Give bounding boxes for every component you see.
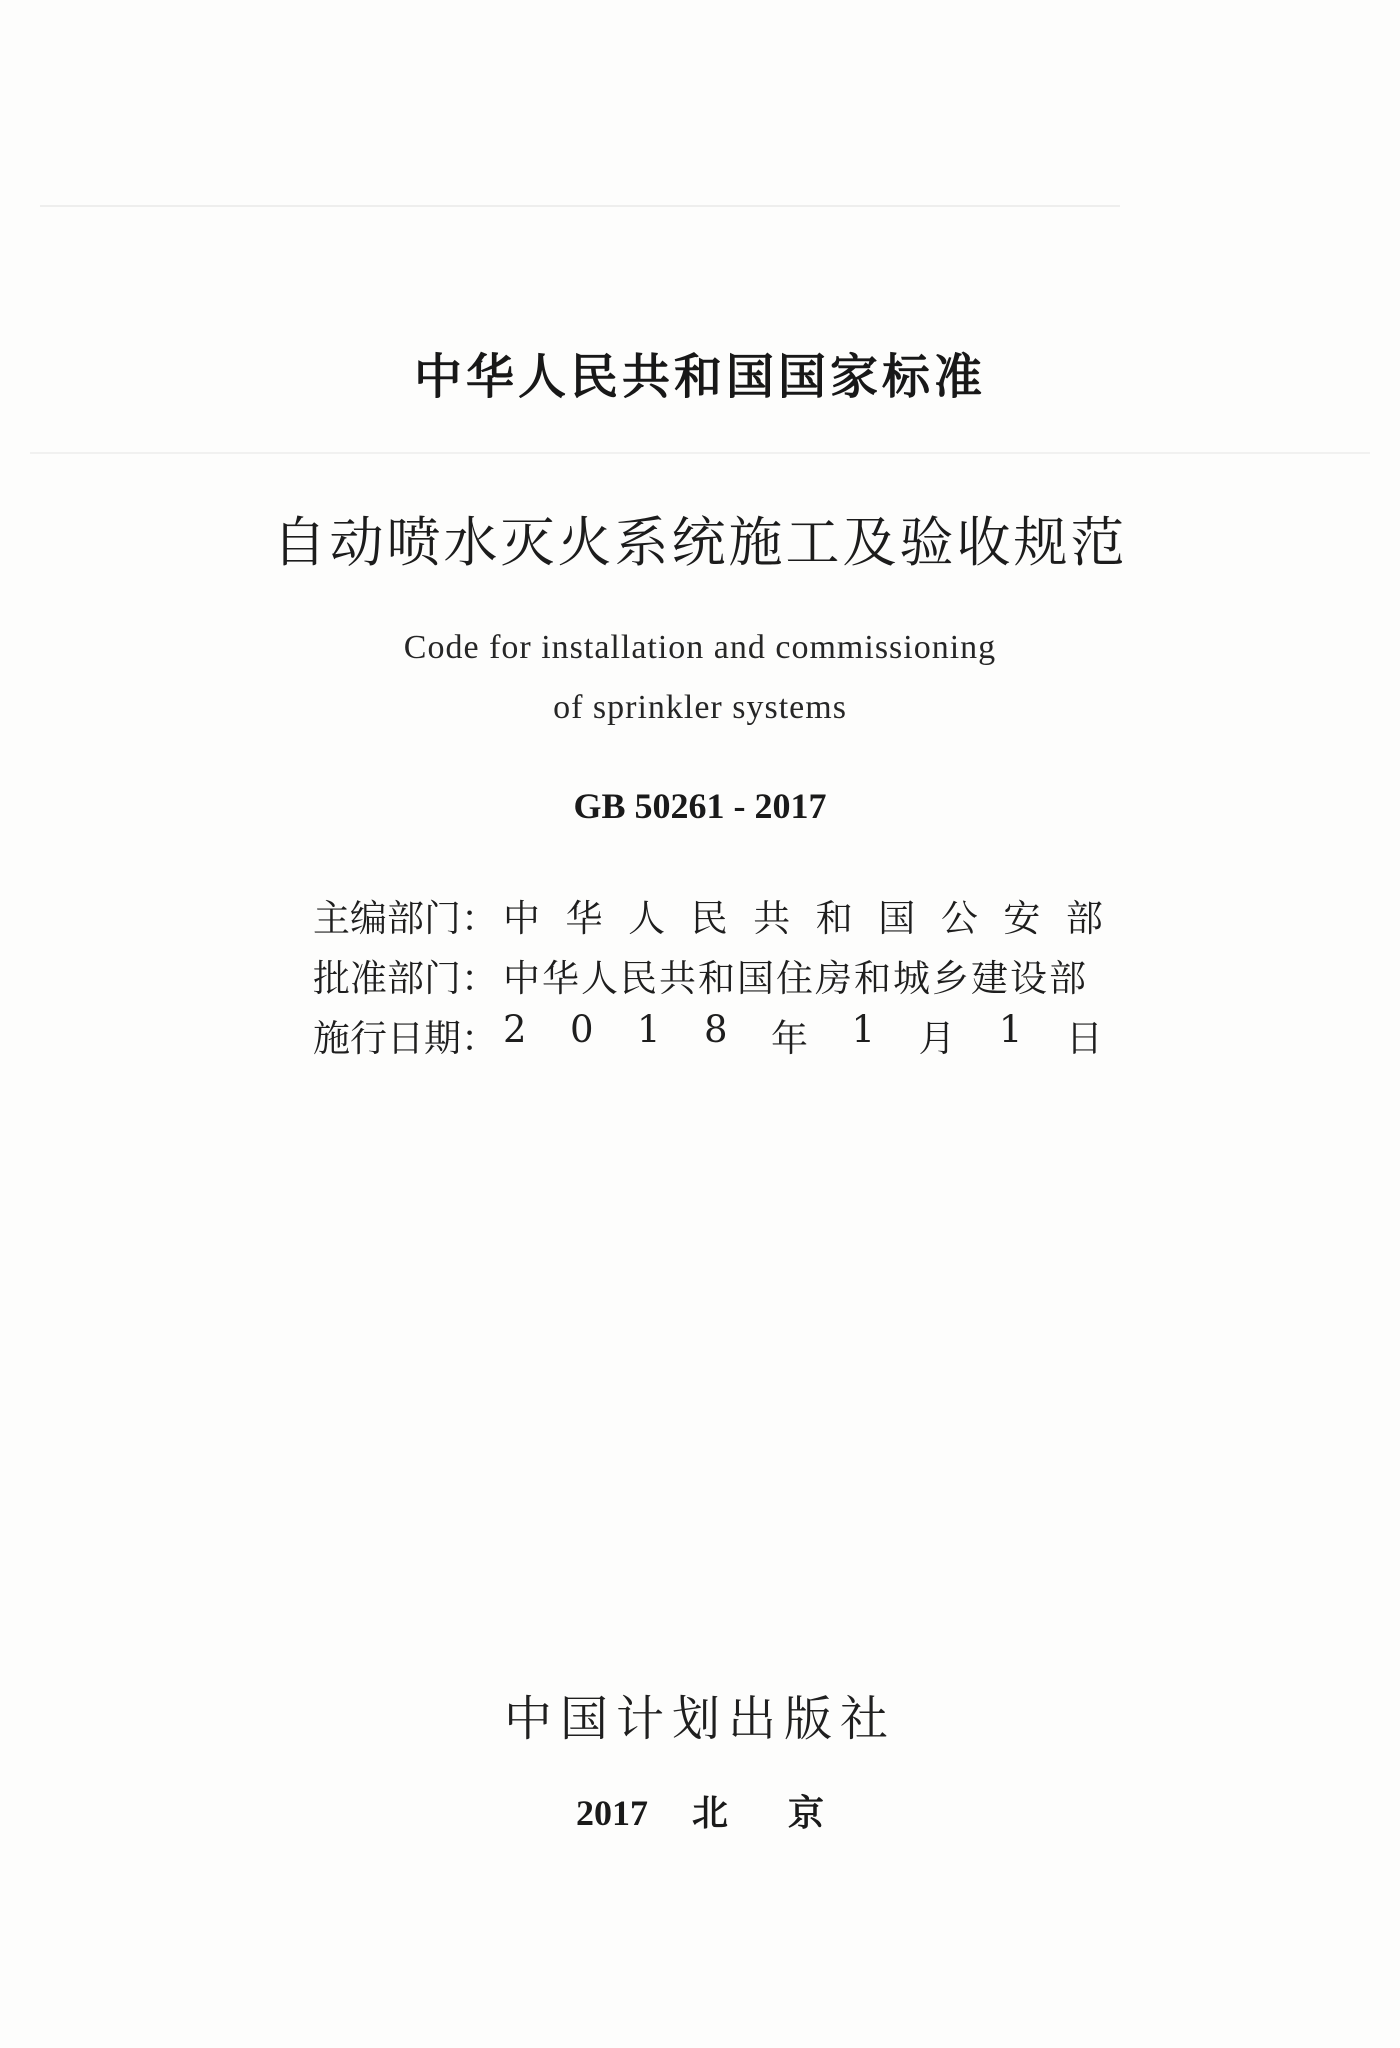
publisher-name: 中国计划出版社	[503, 1691, 896, 1747]
editor-char: 部	[1065, 897, 1103, 940]
date-char: 0	[570, 1008, 594, 1051]
standard-category-heading: 中华人民共和国国家标准	[413, 349, 986, 405]
publication-metadata	[313, 885, 1103, 1065]
date-char: 1	[851, 1008, 875, 1051]
editor-char: 国	[878, 897, 916, 940]
editor-char: 公	[940, 897, 978, 940]
date-char: 2	[503, 1008, 527, 1051]
editor-char: 华	[565, 897, 603, 940]
editor-char: 安	[1003, 897, 1041, 940]
date-char: 8	[704, 1008, 728, 1051]
editor-char: 民	[690, 897, 728, 940]
date-char: 日	[1065, 1017, 1103, 1060]
editor-char: 人	[628, 897, 666, 940]
editor-char: 共	[753, 897, 791, 940]
effective-date-value	[503, 1008, 1103, 1062]
publication-city-char: 京	[788, 1793, 825, 1833]
document-title-chinese: 自动喷水灭火系统施工及验收规范	[272, 511, 1128, 574]
title-english-line-1: Code for installation and commissioning	[403, 629, 997, 666]
date-char: 1	[998, 1008, 1023, 1051]
editor-department-row	[313, 885, 1103, 945]
standard-code: GB 50261 - 2017	[573, 786, 827, 826]
publication-city-char: 北	[691, 1793, 728, 1833]
publication-year: 2017	[575, 1793, 648, 1833]
approver-department-row	[313, 945, 1103, 1005]
effective-date-row	[313, 1005, 1103, 1065]
title-english-line-2: of sprinkler systems	[553, 689, 847, 726]
date-char: 月	[918, 1017, 956, 1060]
publication-year-place	[0, 1785, 1400, 1836]
scan-artifact-line	[30, 452, 1370, 454]
date-char: 1	[637, 1008, 661, 1051]
editor-char: 中	[503, 897, 540, 940]
document-title-english	[0, 618, 1400, 738]
editor-char: 和	[815, 897, 853, 940]
scan-artifact-line	[40, 205, 1120, 207]
editor-department-label: 主编部门：	[313, 897, 498, 940]
approver-department-label: 批准部门：	[313, 957, 498, 1000]
effective-date-label: 施行日期：	[313, 1017, 498, 1060]
approver-department-value: 中华人民共和国住房和城乡建设部	[503, 957, 1088, 1000]
editor-department-value	[503, 888, 1103, 942]
date-char: 年	[771, 1017, 808, 1060]
